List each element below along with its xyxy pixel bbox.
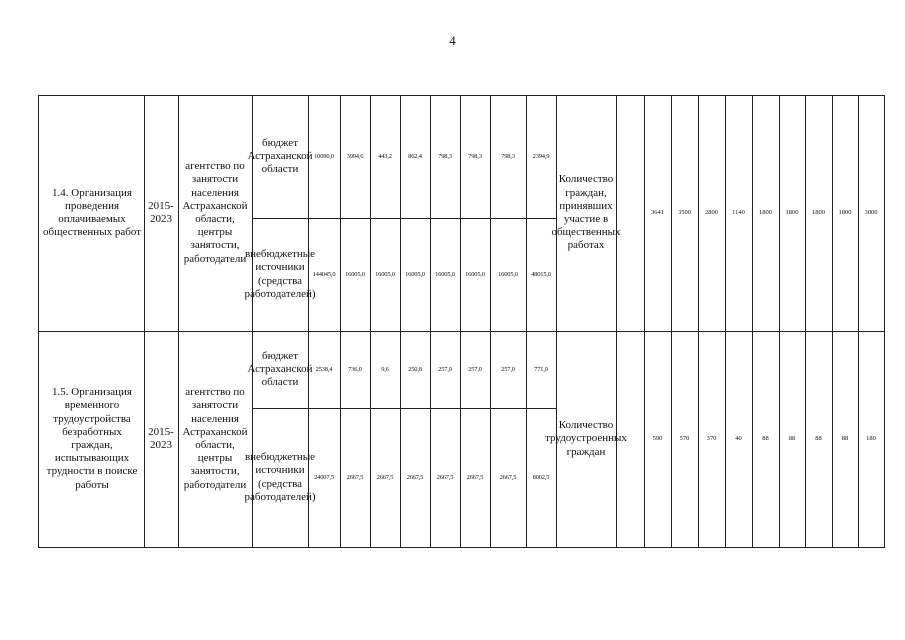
indicator-value: 2800: [705, 209, 718, 217]
value-cell: 16005,0: [345, 270, 365, 278]
indicator-value: 3500: [678, 209, 691, 217]
indicator-value: 1800: [812, 209, 825, 217]
value-cell: 24007,5: [314, 473, 334, 481]
value-cell: 443,2: [378, 152, 392, 160]
value-cell: 2667,5: [436, 473, 454, 481]
value-cell: 2538,4: [315, 365, 333, 373]
value-cell: 9,6: [381, 365, 389, 373]
value-cell: 16005,0: [435, 270, 455, 278]
value-cell: 798,3: [501, 152, 515, 160]
value-cell: 16005,0: [405, 270, 425, 278]
row-executor: агентство по занятости населения Астраханской области, центры занятости, работодатели: [182, 160, 248, 265]
value-cell: 736,0: [348, 365, 362, 373]
value-cell: 3994,6: [346, 152, 364, 160]
row-period: 2015-2023: [148, 425, 174, 451]
row-period: 2015-2023: [148, 199, 174, 225]
row-executor: агентство по занятости населения Астраханской области, центры занятости, работодатели: [182, 386, 248, 491]
source-label: бюджет Астраханской области: [247, 136, 313, 176]
value-cell: 10090,0: [314, 152, 334, 160]
indicator-value: 180: [866, 435, 876, 443]
indicator-value: 88: [762, 435, 769, 443]
indicator-value: 3641: [651, 209, 664, 217]
value-cell: 771,0: [534, 365, 548, 373]
value-cell: 2667,5: [406, 473, 424, 481]
source-label: внебюджетные источники (средства работодателей): [244, 248, 316, 300]
indicator-value: 1800: [785, 209, 799, 217]
indicator-value: 40: [735, 435, 742, 443]
indicator-value: 88: [815, 435, 822, 443]
value-cell: 16005,0: [498, 270, 518, 278]
indicator-value: 1800: [759, 209, 772, 217]
indicator-name: Количество трудоустроенных граждан: [545, 419, 627, 458]
value-cell: 16005,0: [465, 270, 485, 278]
value-cell: 144045,0: [312, 270, 336, 278]
value-cell: 16005,0: [375, 270, 395, 278]
value-cell: 798,3: [468, 152, 482, 160]
value-cell: 798,3: [438, 152, 452, 160]
value-cell: 2394,9: [532, 152, 550, 160]
value-cell: 250,8: [408, 365, 422, 373]
row-name: 1.4. Организация проведения оплачиваемых общественных работ: [43, 186, 141, 239]
indicator-value: 370: [706, 435, 717, 443]
indicator-value: 590: [652, 435, 663, 443]
program-table: [38, 95, 885, 548]
value-cell: 257,0: [468, 365, 482, 373]
source-label: внебюджетные источники (средства работодателей): [244, 451, 316, 503]
indicator-value: 3000: [864, 209, 878, 217]
value-cell: 2667,5: [376, 473, 394, 481]
indicator-value: [616, 331, 644, 547]
value-cell: 8002,5: [532, 473, 550, 481]
indicator-value: [616, 95, 644, 331]
source-label: бюджет Астраханской области: [247, 349, 313, 389]
value-cell: 2667,5: [466, 473, 484, 481]
indicator-value: 570: [679, 435, 690, 443]
row-name: 1.5. Организация временного трудоустройства безработных граждан, испытывающих трудности в поиске работы: [46, 386, 138, 491]
indicator-value: 88: [841, 435, 849, 443]
value-cell: 257,0: [501, 365, 515, 373]
value-cell: 2667,5: [499, 473, 517, 481]
indicator-value: 1140: [732, 209, 745, 217]
indicator-value: 1800: [838, 209, 852, 217]
value-cell: 48015,0: [531, 270, 551, 278]
value-cell: 257,0: [438, 365, 452, 373]
value-cell: 2667,5: [346, 473, 364, 481]
indicator-name: Количество граждан, принявших участие в общественных работах: [551, 173, 621, 252]
value-cell: 862,4: [408, 152, 422, 160]
page-number: 4: [449, 33, 456, 48]
indicator-value: 88: [788, 435, 796, 443]
